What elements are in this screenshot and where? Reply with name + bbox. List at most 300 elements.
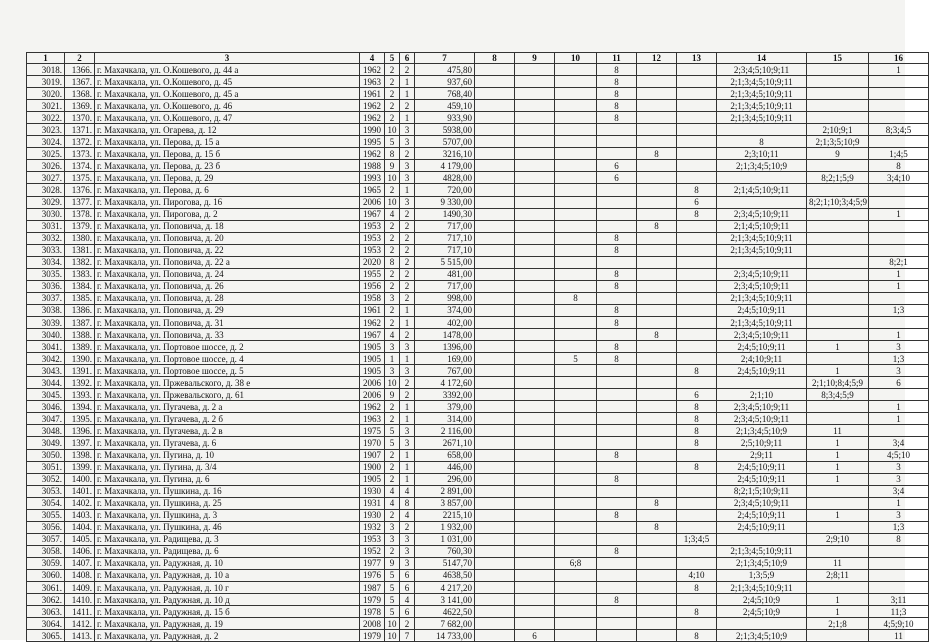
table-cell: 2006 [360,196,385,208]
table-cell [677,557,717,569]
table-cell [475,509,515,521]
table-cell: 3042. [27,353,65,365]
table-cell: 1990 [360,124,385,136]
table-cell: 8 [597,594,637,606]
table-cell: 3022. [27,112,65,124]
table-cell: 8 [597,76,637,88]
table-cell: 8 [597,449,637,461]
table-cell [637,365,677,377]
table-cell: 2;1;3;4;5;10;9;11 [717,244,807,256]
table-cell: 2;1;3;4;5;10;9;11 [717,316,807,328]
table-cell: 1398. [65,449,95,461]
table-cell [677,449,717,461]
table-cell [515,88,555,100]
table-cell: 3;4;10 [869,172,929,184]
table-cell: 314,00 [415,413,475,425]
table-cell [475,304,515,316]
table-cell: 2 [400,389,415,401]
table-cell: 1380. [65,232,95,244]
table-cell: г. Махачкала, ул. Поповича, д. 28 [95,292,360,304]
table-cell: 2;1;3;4;5;10;9;11 [717,232,807,244]
table-cell [597,148,637,160]
table-cell [475,112,515,124]
table-cell: 459,10 [415,100,475,112]
table-cell: 1 [400,353,415,365]
table-cell: 1391. [65,365,95,377]
table-cell [807,160,869,172]
table-cell: 296,00 [415,473,475,485]
table-cell [475,268,515,280]
table-cell: 2;1;8 [807,618,869,630]
table-cell: 1;3 [869,304,929,316]
table-cell [677,341,717,353]
table-cell: 3026. [27,160,65,172]
table-row [27,413,929,425]
table-cell [515,485,555,497]
table-cell [515,377,555,389]
table-cell: 4;10 [677,569,717,581]
table-cell: 10 [385,172,400,184]
table-cell: г. Махачкала, ул. Перова, д. 6 [95,184,360,196]
table-cell: 3 [400,124,415,136]
table-cell: 3 [869,341,929,353]
table-cell [555,497,597,509]
table-cell: 1366. [65,64,95,76]
table-cell: 1979 [360,594,385,606]
table-cell [637,413,677,425]
table-cell: 8 [597,341,637,353]
table-cell: 1374. [65,160,95,172]
table-cell: 4;5;9;10 [869,618,929,630]
table-cell [475,413,515,425]
column-header-3: 3 [95,53,360,64]
table-cell [637,606,677,618]
table-cell: г. Махачкала, ул. Пушкина, д. 16 [95,485,360,497]
table-cell: 8 [637,148,677,160]
table-cell: 5 [385,582,400,594]
table-cell: 2;10;9;1 [807,124,869,136]
table-cell [717,124,807,136]
table-body [27,64,929,642]
table-cell: 1368. [65,88,95,100]
table-cell [637,569,677,581]
table-cell: 1 [869,329,929,341]
table-cell [515,196,555,208]
table-cell: 3051. [27,461,65,473]
table-cell [637,353,677,365]
table-cell [515,545,555,557]
table-cell [475,232,515,244]
table-cell [597,582,637,594]
table-cell [475,630,515,642]
table-cell: 8;3;4;5 [869,124,929,136]
table-cell: 8;3;4;5;9 [807,389,869,401]
table-cell: 2;1;3;4;5;10;9 [717,630,807,642]
table-row [27,569,929,581]
table-cell [807,329,869,341]
table-cell [475,437,515,449]
table-cell [869,196,929,208]
table-cell [677,292,717,304]
table-cell: 8;2;1;5;9 [807,172,869,184]
table-cell [555,569,597,581]
table-cell: 2;1;3;4;5;10;9;11 [717,545,807,557]
table-cell: 2 [385,244,400,256]
table-cell: 2;1;3;4;5;10;9 [717,160,807,172]
table-cell [807,280,869,292]
table-cell [475,533,515,545]
table-cell: 1955 [360,268,385,280]
table-cell: 2 [385,449,400,461]
table-cell [555,630,597,642]
table-cell [515,618,555,630]
table-cell: 10 [385,630,400,642]
table-cell: г. Махачкала, ул. Радужная, д. 10 г [95,582,360,594]
table-cell: 8 [597,545,637,557]
table-cell: 2;1;3;4;5;10;9;11 [717,292,807,304]
table-cell: 1958 [360,292,385,304]
table-cell: 2;1;4;5;10;9;11 [717,184,807,196]
table-cell [677,100,717,112]
table-cell [677,112,717,124]
table-cell: 1386. [65,304,95,316]
table-cell [677,220,717,232]
table-cell [637,449,677,461]
table-cell: г. Махачкала, ул. Радужная, д. 15 б [95,606,360,618]
table-cell [515,124,555,136]
table-cell [637,292,677,304]
table-cell [717,618,807,630]
table-cell [475,353,515,365]
table-cell: 4 [400,594,415,606]
table-cell: 3033. [27,244,65,256]
table-cell [555,461,597,473]
table-cell [637,461,677,473]
table-cell [677,232,717,244]
table-cell: 4622,50 [415,606,475,618]
table-cell: 4 [400,485,415,497]
table-cell: 3032. [27,232,65,244]
table-cell [637,256,677,268]
table-cell [637,630,677,642]
table-row [27,485,929,497]
table-row [27,256,929,268]
table-cell [717,377,807,389]
table-row [27,497,929,509]
table-row [27,618,929,630]
table-cell [869,88,929,100]
table-row [27,377,929,389]
table-cell: г. Махачкала, ул. Перова, д. 15 а [95,136,360,148]
table-cell [807,268,869,280]
table-cell: 8 [597,112,637,124]
table-row [27,64,929,76]
table-cell: 1 [869,497,929,509]
table-cell: 3034. [27,256,65,268]
table-cell: 1965 [360,184,385,196]
table-cell: г. Махачкала, ул. Радужная, д. 2 [95,630,360,642]
table-cell: 1400. [65,473,95,485]
table-cell: 3043. [27,365,65,377]
table-cell: 2671,10 [415,437,475,449]
table-row [27,244,929,256]
table-cell [555,316,597,328]
table-cell [515,473,555,485]
table-cell [515,413,555,425]
table-cell: 8 [677,413,717,425]
table-cell [555,341,597,353]
table-cell: 3 [385,533,400,545]
table-cell: г. Махачкала, ул. Пугачева, д. 2 б [95,413,360,425]
table-cell [555,268,597,280]
table-cell: 2 [385,316,400,328]
table-cell [515,268,555,280]
table-cell [555,280,597,292]
table-cell: 374,00 [415,304,475,316]
table-cell: 1413. [65,630,95,642]
table-cell: г. Махачкала, ул. Поповича, д. 20 [95,232,360,244]
table-cell [515,401,555,413]
table-row [27,76,929,88]
table-cell: 3025. [27,148,65,160]
table-cell [555,473,597,485]
table-row [27,509,929,521]
table-cell: 1 [400,413,415,425]
table-cell [677,377,717,389]
table-cell: 3019. [27,76,65,88]
table-cell: 1967 [360,329,385,341]
table-cell [637,232,677,244]
table-cell [555,485,597,497]
table-cell [637,557,677,569]
column-header-4: 4 [360,53,385,64]
column-header-13: 13 [677,53,717,64]
table-cell: 1412. [65,618,95,630]
table-cell: г. Махачкала, ул. Перова, д. 23 б [95,160,360,172]
table-cell [677,160,717,172]
table-cell: 3024. [27,136,65,148]
table-cell: 1411. [65,606,95,618]
table-cell: 1 [400,112,415,124]
table-cell: 720,00 [415,184,475,196]
table-cell: 2;1;10;8;4;5;9 [807,377,869,389]
table-cell: г. Махачкала, ул. Портовое шоссе, д. 5 [95,365,360,377]
table-cell: 1978 [360,606,385,618]
table-cell [597,136,637,148]
table-cell [717,196,807,208]
table-cell [515,232,555,244]
table-cell: 2 [400,256,415,268]
table-cell: 2;4;5;10;9;11 [717,473,807,485]
table-cell [555,401,597,413]
column-header-6: 6 [400,53,415,64]
table-row [27,124,929,136]
table-cell: 3 [400,196,415,208]
table-cell: 2 [400,244,415,256]
table-cell [807,545,869,557]
table-row [27,461,929,473]
table-cell: г. Махачкала, ул. Поповича, д. 29 [95,304,360,316]
table-cell: 3029. [27,196,65,208]
table-cell: 1930 [360,485,385,497]
table-cell: 8 [637,220,677,232]
table-cell [637,88,677,100]
table-cell [637,136,677,148]
table-cell [677,64,717,76]
table-cell [869,220,929,232]
table-cell: г. Махачкала, ул. Поповича, д. 33 [95,329,360,341]
table-cell: 658,00 [415,449,475,461]
table-row [27,280,929,292]
table-cell [637,172,677,184]
table-cell: 1 [400,461,415,473]
table-cell: 6 [869,377,929,389]
table-cell: 8 [869,533,929,545]
table-cell [677,353,717,365]
table-cell: 8 [597,268,637,280]
table-cell [555,545,597,557]
column-header-16: 16 [869,53,929,64]
table-cell: 1953 [360,533,385,545]
table-cell [637,485,677,497]
table-cell [869,316,929,328]
table-cell: г. Махачкала, ул. Поповича, д. 24 [95,268,360,280]
table-cell [515,220,555,232]
table-cell [555,64,597,76]
table-cell: 8 [385,148,400,160]
table-cell: 4 [385,485,400,497]
table-cell: 933,90 [415,112,475,124]
table-cell: 8 [597,353,637,365]
table-cell: 1 [400,88,415,100]
table-cell [555,220,597,232]
table-cell: 2;1;3;4;5;10;9;11 [717,76,807,88]
table-cell: 1373. [65,148,95,160]
table-cell: 6 [400,606,415,618]
table-cell: 1900 [360,461,385,473]
table-cell: 169,00 [415,353,475,365]
table-cell [597,365,637,377]
table-cell [555,389,597,401]
table-cell: 3055. [27,509,65,521]
table-cell: 11 [807,425,869,437]
table-cell: 1979 [360,630,385,642]
table-cell: 2 [385,280,400,292]
table-cell: 1988 [360,160,385,172]
table-cell [515,64,555,76]
column-header-5: 5 [385,53,400,64]
table-cell [515,353,555,365]
table-cell: 1 [807,461,869,473]
table-cell: 1402. [65,497,95,509]
table-cell [677,497,717,509]
table-cell: 9 [385,557,400,569]
table-cell [515,160,555,172]
table-cell: г. Махачкала, ул. Радужная, д. 10 д [95,594,360,606]
table-row [27,365,929,377]
table-cell: 1905 [360,341,385,353]
table-cell: г. Махачкала, ул. Пугачева, д. 2 а [95,401,360,413]
table-cell: 1 [807,341,869,353]
table-cell: 1956 [360,280,385,292]
table-row [27,533,929,545]
table-cell [597,485,637,497]
table-cell: г. Махачкала, ул. Поповича, д. 31 [95,316,360,328]
table-cell [597,184,637,196]
column-header-8: 8 [475,53,515,64]
table-cell: 3 [869,365,929,377]
table-cell: 2;4;5;10;9;11 [717,365,807,377]
table-cell: 3037. [27,292,65,304]
table-cell: 8;2;1 [869,256,929,268]
table-cell: 1367. [65,76,95,88]
table-cell [677,268,717,280]
table-cell: 2;3;4;5;10;9;11 [717,280,807,292]
table-cell [807,256,869,268]
table-cell [555,196,597,208]
table-cell: 2;1;4;5;10;9;11 [717,220,807,232]
table-cell [515,521,555,533]
table-cell: 7 682,00 [415,618,475,630]
table-cell: г. Махачкала, ул. О.Кошевого, д. 45 [95,76,360,88]
table-cell: 8 [597,232,637,244]
table-cell [637,389,677,401]
table-cell [677,304,717,316]
table-cell: 1907 [360,449,385,461]
column-header-12: 12 [637,53,677,64]
table-cell: 1 [807,365,869,377]
table-cell: 1395. [65,413,95,425]
table-cell: 10 [385,618,400,630]
table-cell: 11;3 [869,606,929,618]
table-cell [807,184,869,196]
table-cell: 1 [869,280,929,292]
table-cell: 3 [400,533,415,545]
table-cell: 2;4;5;10;9 [717,606,807,618]
table-cell [637,304,677,316]
table-cell [717,256,807,268]
table-cell: 2 [385,473,400,485]
table-cell: 10 [385,377,400,389]
table-cell: 1 [869,268,929,280]
table-cell: 4 [385,497,400,509]
table-cell: 4 172,60 [415,377,475,389]
table-row [27,449,929,461]
table-row [27,220,929,232]
table-cell [677,509,717,521]
table-row [27,136,929,148]
table-row [27,545,929,557]
table-cell: 402,00 [415,316,475,328]
table-cell: 3 141,00 [415,594,475,606]
table-cell: 1963 [360,413,385,425]
housing-register-table [26,52,929,642]
table-cell: 9 330,00 [415,196,475,208]
table-cell: 5707,00 [415,136,475,148]
table-cell: г. Махачкала, ул. Огарева, д. 12 [95,124,360,136]
table-cell [515,136,555,148]
table-row [27,268,929,280]
table-cell: 1993 [360,172,385,184]
table-cell [597,413,637,425]
table-cell [475,256,515,268]
table-cell: 2;9;10 [807,533,869,545]
table-cell: 1407. [65,557,95,569]
table-cell: 2 [400,220,415,232]
table-cell [555,594,597,606]
table-cell: 1931 [360,497,385,509]
table-cell [555,100,597,112]
